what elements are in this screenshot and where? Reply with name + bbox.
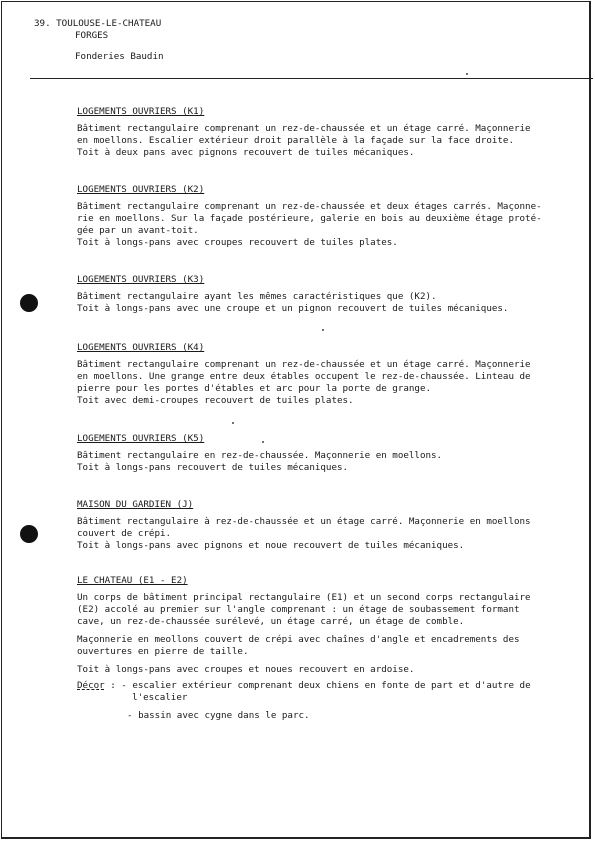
header-category: FORGES	[75, 30, 109, 41]
section-text-line: Bâtiment rectangulaire en rez-de-chaussée. Maçonnerie en moellons.	[77, 450, 443, 461]
section-block	[77, 184, 577, 249]
section-title: LOGEMENTS OUVRIERS (K4)	[77, 342, 205, 353]
section-title: LOGEMENTS OUVRIERS (K2)	[77, 184, 205, 195]
section-text-line: Maçonnerie en meollons couvert de crépi avec chaînes d'angle et encadrements des	[77, 634, 520, 645]
header-company: Fonderies Baudin	[75, 51, 164, 62]
section-text-line: Bâtiment rectangulaire comprenant un rez-de-chaussée et deux étages carrés. Maçonne-	[77, 201, 542, 212]
section-text-line: pierre pour les portes d'étables et arc pour la porte de grange.	[77, 383, 432, 394]
scan-speck	[262, 441, 264, 443]
section-text-line: Bâtiment rectangulaire ayant les mêmes caractéristiques que (K2).	[77, 291, 437, 302]
section-title: LE CHATEAU (E1 - E2)	[77, 575, 188, 586]
decor-list	[77, 680, 577, 722]
section-text-line: en moellons. Une grange entre deux étables occupent le rez-de-chaussée. Linteau de	[77, 371, 531, 382]
header-rule	[30, 78, 593, 79]
section-text-line: Toit à longs-pans recouvert de tuiles mécaniques.	[77, 462, 349, 473]
scan-speck	[466, 73, 468, 75]
section-text-line: Bâtiment rectangulaire comprenant un rez-de-chaussée et un étage carré. Maçonnerie	[77, 359, 531, 370]
decor-item: Décor : - escalier extérieur comprenant deux chiens en fonte de part et d'autre de	[77, 680, 531, 691]
section-text-line: Un corps de bâtiment principal rectangulaire (E1) et un second corps rectangulaire	[77, 592, 531, 603]
section-text-line: couvert de crépi.	[77, 528, 172, 539]
section-text-line: Toit à longs-pans avec croupes recouvert de tuiles plates.	[77, 237, 398, 248]
decor-item: - bassin avec cygne dans le parc.	[127, 710, 310, 721]
section-text-line: en moellons. Escalier extérieur droit parallèle à la façade sur la face droite.	[77, 135, 514, 146]
section-text-line: (E2) accolé au premier sur l'angle comprenant : un étage de soubassement formant	[77, 604, 520, 615]
section-text-line: cave, un rez-de-chaussée surélevé, un étage carré, un étage de comble.	[77, 616, 465, 627]
section-title: LOGEMENTS OUVRIERS (K3)	[77, 274, 205, 285]
punch-hole-bottom	[20, 525, 38, 543]
section-block	[77, 106, 577, 159]
section-title: MAISON DU GARDIEN (J)	[77, 499, 194, 510]
chateau-section	[77, 575, 577, 722]
section-block	[77, 274, 577, 315]
section-title: LOGEMENTS OUVRIERS (K1)	[77, 106, 205, 117]
section-text-line: Toit avec demi-croupes recouvert de tuiles plates.	[77, 395, 354, 406]
decor-label: Décor	[77, 680, 105, 691]
scan-speck	[232, 422, 234, 424]
section-text-line: Bâtiment rectangulaire comprenant un rez-de-chaussée et un étage carré. Maçonnerie	[77, 123, 531, 134]
section-text-line: Toit à longs-pans avec une croupe et un pignon recouvert de tuiles mécaniques.	[77, 303, 509, 314]
section-text-line: ouvertures en pierre de taille.	[77, 646, 249, 657]
section-block	[77, 499, 577, 552]
section-text-line: Toit à deux pans avec pignons recouvert de tuiles mécaniques.	[77, 147, 415, 158]
decor-item-text: - escalier extérieur comprenant deux chiens en fonte de part et d'autre de	[121, 680, 531, 691]
section-block	[77, 342, 577, 407]
section-text-line: Bâtiment rectangulaire à rez-de-chaussée et un étage carré. Maçonnerie en moellons	[77, 516, 531, 527]
section-block	[77, 433, 577, 474]
scan-speck	[322, 329, 324, 331]
section-text-line: Toit à longs-pans avec croupes et noues recouvert en ardoise.	[77, 664, 415, 675]
header-location: 39. TOULOUSE-LE-CHATEAU	[34, 18, 162, 29]
decor-item-continuation: l'escalier	[121, 692, 188, 703]
section-title: LOGEMENTS OUVRIERS (K5)	[77, 433, 205, 444]
punch-hole-top	[20, 294, 38, 312]
section-text-line: Toit à longs-pans avec pignons et noue recouvert de tuiles mécaniques.	[77, 540, 465, 551]
document-header	[34, 18, 164, 63]
section-text-line: gée par un avant-toit.	[77, 225, 199, 236]
section-text-line: rie en moellons. Sur la façade postérieure, galerie en bois au deuxième étage proté-	[77, 213, 542, 224]
